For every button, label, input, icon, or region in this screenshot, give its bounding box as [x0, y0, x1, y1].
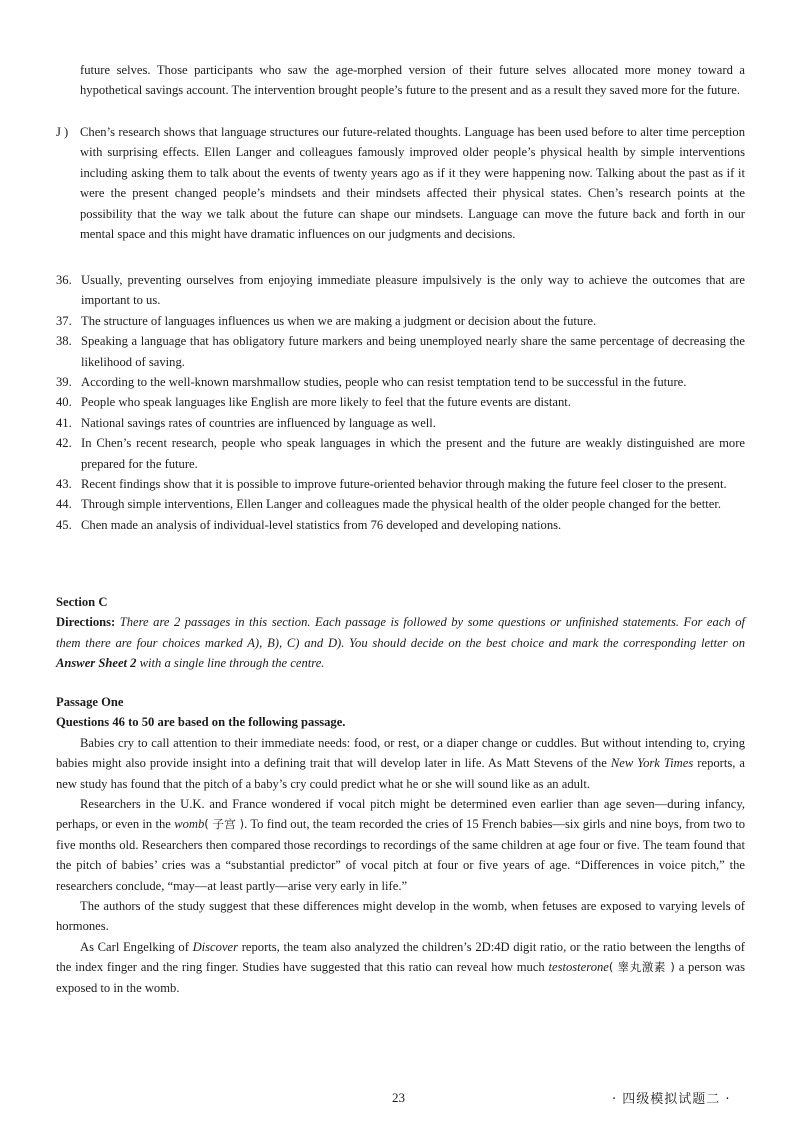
- continuation-paragraph: [80, 60, 745, 101]
- paragraph-j-label: J ): [56, 125, 69, 139]
- p4-publication: Discover: [192, 939, 239, 954]
- question-number: 44.: [56, 497, 72, 512]
- answer-sheet-label: Answer Sheet 2: [56, 656, 137, 671]
- question-list: [56, 270, 745, 535]
- directions-text-2: with a single line through the centre.: [139, 656, 325, 671]
- p2-text-a: Researchers in the U.K. and France wondered if vocal pitch might be determined even earlier than age seven—during infancy, perhaps, or even in the: [56, 797, 745, 832]
- question-text: Recent findings show that it is possible to improve future-oriented behavior through making the future feel closer to the present.: [81, 477, 727, 492]
- question-item: [56, 515, 745, 535]
- question-item: [56, 331, 745, 372]
- question-text: National savings rates of countries are influenced by language as well.: [81, 415, 436, 430]
- p2-text-b: . To find out, the team recorded the cries of 15 French babies—six girls and nine boys, from two to five months old. Researchers then compared those recordings to recordings of the same children at age four or five. The team found that the pitch of babies’ cries was a “substantial predictor” of vocal pitch at four or five years of age. “Differences in voice pitch,” the researchers conclude, “may—at least partly—arise very early in life.”: [56, 817, 745, 893]
- question-text: The structure of languages influences us when we are making a judgment or decision about the future.: [81, 313, 597, 328]
- p4-text-a: As Carl Engelking of: [80, 939, 189, 954]
- question-number: 38.: [56, 334, 72, 349]
- question-item: [56, 270, 745, 311]
- question-text: Chen made an analysis of individual-level statistics from 76 developed and developing nations.: [81, 517, 562, 532]
- section-c-title: Section C: [56, 595, 108, 609]
- question-text: People who speak languages like English are more likely to feel that the future events are distant.: [81, 395, 571, 410]
- p4-text-c: a person was exposed to in the womb.: [56, 960, 745, 995]
- p4-text-b: reports, the team also analyzed the children’s 2D:4D digit ratio, or the ratio between the lengths of the index finger and the ring finger. Studies have suggested that this ratio can reveal how much: [56, 939, 745, 975]
- section-c-directions: [56, 612, 745, 673]
- running-footer: · 四级模拟试题二 ·: [612, 1092, 731, 1107]
- question-item: [56, 433, 745, 474]
- p1-text-b: reports, a new study has found that the pitch of a baby’s cry could predict what he or she will sound like as an adult.: [56, 756, 746, 791]
- p2-chinese-gloss: ( 子宫 ): [204, 817, 245, 832]
- passage-one: [56, 692, 745, 998]
- directions-label: Directions:: [56, 615, 116, 630]
- p1-publication: New York Times: [610, 756, 694, 771]
- paragraph-j: [56, 122, 745, 244]
- directions-text-1: There are 2 passages in this section. Each passage is followed by some questions or unfinished statements. For each of them there are four choices marked A), B), C) and D). You should decide on the best choice and mark the corresponding letter on: [56, 615, 745, 650]
- p2-term: womb: [174, 817, 205, 832]
- question-text: Usually, preventing ourselves from enjoying immediate pleasure impulsively is the only way to achieve the outcomes that are important to us.: [81, 273, 745, 308]
- passage-paragraph-3: [56, 896, 745, 937]
- question-item: [56, 372, 745, 392]
- p4-term: testosterone: [548, 960, 609, 975]
- question-number: 37.: [56, 313, 72, 328]
- passage-subtitle: Questions 46 to 50 are based on the following passage.: [56, 715, 346, 730]
- p4-chinese-gloss: ( 睾丸激素 ): [608, 960, 675, 975]
- question-text: Through simple interventions, Ellen Langer and colleagues made the physical health of the older people changed for the better.: [81, 497, 721, 512]
- passage-paragraph-4: [56, 937, 745, 998]
- question-item: [56, 413, 745, 433]
- question-item: [56, 474, 745, 494]
- question-item: [56, 392, 745, 412]
- section-c: [56, 592, 745, 674]
- passage-paragraph-1: [56, 733, 745, 794]
- continuation-text: future selves. Those participants who saw the age-morphed version of their future selves allocated more money toward a hypothetical savings account. The intervention brought people’s future to the present and as a result they saved more for the future.: [80, 63, 745, 98]
- question-item: [56, 494, 745, 514]
- question-number: 39.: [56, 375, 72, 390]
- question-text: According to the well-known marshmallow studies, people who can resist temptation tend to be successful in the future.: [81, 375, 687, 390]
- question-number: 43.: [56, 477, 72, 492]
- p1-text-a: Babies cry to call attention to their immediate needs: food, or rest, or a diaper change or cuddles. But without intending to, crying babies might also provide insight into a defining trait that will develop later in life. As Matt Stevens of the: [56, 735, 745, 771]
- question-text: Speaking a language that has obligatory future markers and being unemployed nearly share the same percentage of decreasing the likelihood of saving.: [81, 334, 745, 369]
- question-number: 42.: [56, 436, 72, 451]
- p3-text: The authors of the study suggest that these differences might develop in the womb, when fetuses are exposed to varying levels of hormones.: [56, 899, 745, 934]
- page-number: 23: [392, 1090, 405, 1105]
- question-item: [56, 311, 745, 331]
- passage-title: Passage One: [56, 695, 124, 709]
- passage-paragraph-2: [56, 794, 745, 896]
- question-number: 36.: [56, 273, 72, 287]
- question-number: 45.: [56, 517, 72, 532]
- question-text: In Chen’s recent research, people who speak languages in which the present and the future are weakly distinguished are more prepared for the future.: [81, 436, 745, 471]
- question-number: 41.: [56, 415, 72, 430]
- paragraph-j-text: Chen’s research shows that language structures our future-related thoughts. Language has been used before to alter time perception with surprising effects. Ellen Langer and colleagues famously improved older people’s physical health by simple interventions including asking them to talk about the events of twenty years ago as if it they were happening now. Talking about the past as if it were the present changed people’s mindsets and their mindsets affected their physical states. Chen’s research points at the possibility that the way we talk about the future can shape our mindsets. Language can move the future back and forth in our mental space and this might have dramatic influences on our judgments and decisions.: [80, 125, 745, 242]
- question-number: 40.: [56, 395, 72, 410]
